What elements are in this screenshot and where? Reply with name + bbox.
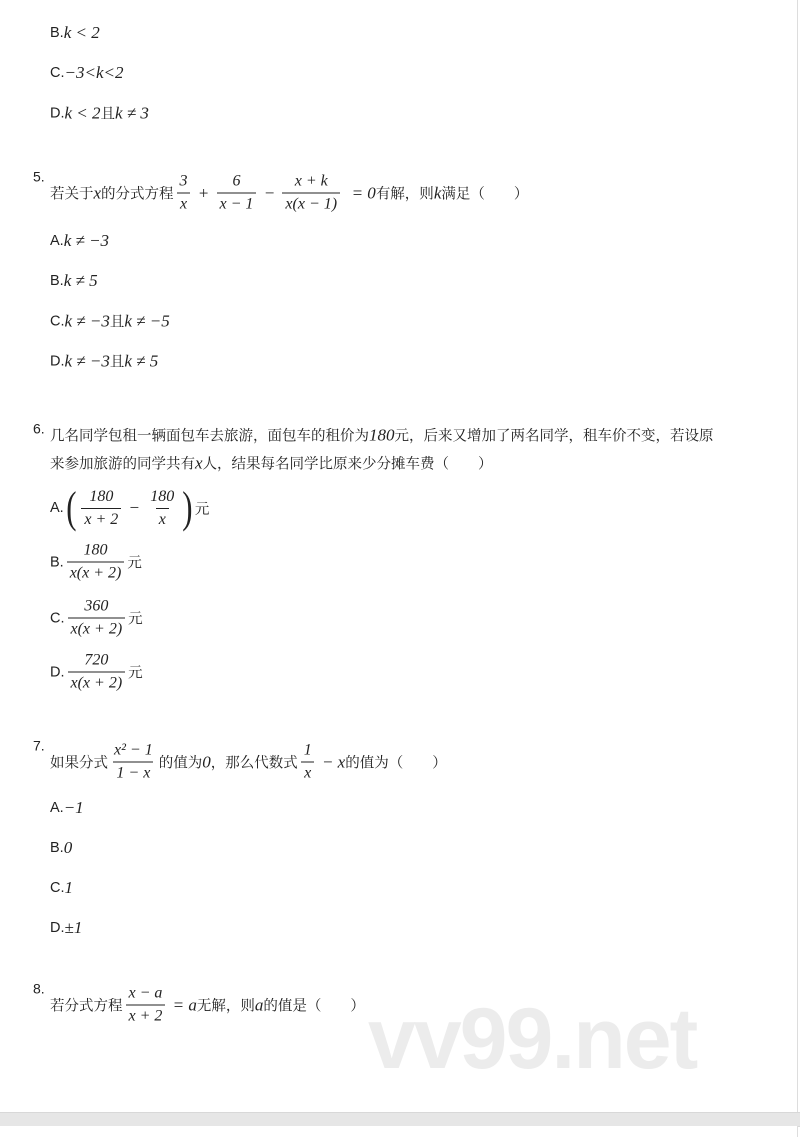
denominator: x: [156, 508, 169, 529]
text: 的分式方程: [101, 186, 174, 203]
paren: (: [65, 483, 77, 532]
math: k ≠ 3: [115, 103, 149, 122]
numerator: x + k: [294, 172, 328, 190]
denominator: x: [301, 762, 314, 783]
option-line: [50, 542, 142, 583]
text: 且: [109, 354, 125, 371]
text: B.: [50, 840, 64, 856]
math: −: [124, 498, 145, 517]
option-line: [50, 311, 170, 332]
numerator: 720: [84, 651, 109, 669]
fraction: [301, 742, 315, 783]
math: k < 2: [63, 23, 100, 42]
text: 且: [100, 106, 116, 123]
denominator: 1 − x: [113, 762, 153, 783]
denominator: x: [177, 193, 190, 214]
text: 人，结果每名同学比原来少分摊车费（ ）: [202, 456, 493, 473]
denominator: x + 2: [81, 508, 121, 529]
math: k ≠ −5: [124, 311, 170, 330]
option-line: [50, 351, 158, 372]
option-line: [50, 23, 100, 43]
math: k: [433, 183, 442, 202]
math: k ≠ −3: [64, 311, 110, 330]
numerator: x² − 1: [114, 741, 153, 759]
numerator: x − a: [128, 984, 163, 1002]
math: ±1: [64, 918, 83, 937]
text: 且: [109, 314, 125, 331]
text: C.: [50, 313, 65, 329]
text: 来参加旅游的同学共有: [50, 456, 195, 473]
text: B.: [50, 273, 64, 289]
fraction: [177, 173, 191, 214]
math: 0: [63, 838, 73, 857]
text: D.: [50, 105, 65, 121]
fraction: [111, 742, 156, 783]
text: 元，后来又增加了两名同学，租车价不变，若设原: [394, 428, 714, 445]
text: D.: [50, 920, 65, 936]
option-line: [50, 798, 84, 818]
text: D.: [50, 353, 65, 369]
option-line: [50, 483, 210, 532]
math: −1: [63, 798, 84, 817]
math: = 0: [343, 183, 376, 202]
math: k < 2: [64, 103, 101, 122]
text: 元: [194, 501, 210, 518]
option-line: [50, 103, 149, 124]
math: x: [195, 453, 203, 472]
fraction: [147, 488, 177, 529]
denominator: x(x − 1): [282, 193, 340, 214]
text: B.: [50, 554, 64, 570]
question-number: 8.: [33, 980, 45, 997]
math: −3<k<2: [64, 63, 124, 82]
math: −: [259, 183, 280, 202]
page-separator: [0, 1112, 800, 1127]
question-line: [33, 168, 529, 214]
math: k ≠ 5: [124, 351, 159, 370]
text: 元: [128, 611, 143, 628]
numerator: 360: [84, 597, 109, 615]
text: 的值为（ ）: [345, 755, 447, 772]
text: A.: [50, 500, 64, 516]
text: C.: [50, 610, 65, 626]
math: k ≠ −3: [64, 351, 110, 370]
math: = a: [168, 995, 197, 1014]
text: 的值为: [158, 755, 203, 772]
numerator: 3: [179, 172, 188, 190]
math: k ≠ −3: [63, 231, 110, 250]
question-line: [33, 737, 447, 783]
text: B.: [50, 25, 64, 41]
denominator: x − 1: [217, 193, 257, 214]
text: 元: [128, 665, 143, 682]
option-line: [50, 453, 493, 474]
option-line: [50, 652, 143, 693]
math: 1: [64, 878, 73, 897]
text: 元: [127, 555, 142, 572]
option-line: [50, 598, 143, 639]
math: − x: [317, 752, 346, 771]
text: ，那么代数式: [210, 755, 298, 772]
next-page: [0, 1126, 798, 1137]
math: k ≠ 5: [63, 271, 98, 290]
option-line: [50, 231, 109, 251]
text: 无解，则: [196, 998, 255, 1015]
option-line: [50, 918, 82, 938]
text: 如果分式: [50, 755, 108, 772]
math: 180: [369, 425, 395, 444]
text: D.: [50, 664, 65, 680]
fraction: [67, 542, 125, 583]
question-line: [33, 980, 365, 1026]
text: C.: [50, 880, 65, 896]
denominator: x + 2: [126, 1005, 166, 1026]
fraction: [126, 985, 166, 1026]
text: 几名同学包租一辆面包车去旅游，面包车的租价为: [50, 428, 369, 445]
text: 的值是（ ）: [263, 998, 365, 1015]
numerator: 6: [232, 172, 241, 190]
paren: ): [182, 483, 193, 532]
math: a: [254, 995, 264, 1014]
question-number: 6.: [33, 420, 45, 437]
fraction: [81, 488, 121, 529]
watermark: vv99.net: [368, 991, 697, 1087]
fraction: [217, 173, 257, 214]
denominator: x(x + 2): [67, 562, 125, 583]
numerator: 1: [303, 741, 312, 759]
text: C.: [50, 65, 65, 81]
question-number: 5.: [33, 168, 45, 185]
numerator: 180: [83, 541, 108, 559]
question-line: [33, 420, 714, 446]
option-line: [50, 878, 73, 898]
option-line: [50, 838, 72, 858]
denominator: x(x + 2): [68, 672, 126, 693]
denominator: x(x + 2): [68, 618, 126, 639]
fraction: [282, 173, 340, 214]
fraction: [68, 652, 126, 693]
text: 若分式方程: [50, 998, 123, 1015]
text: A.: [50, 233, 64, 249]
math: x: [93, 183, 102, 202]
numerator: 180: [89, 487, 114, 505]
option-line: [50, 63, 123, 83]
math: +: [193, 183, 214, 202]
fraction: [68, 598, 126, 639]
text: 满足（ ）: [441, 186, 529, 203]
text: 有解，则: [375, 186, 434, 203]
math: 0: [202, 752, 211, 771]
numerator: 180: [150, 487, 175, 505]
option-line: [50, 271, 98, 291]
text: 若关于: [50, 186, 94, 203]
question-number: 7.: [33, 737, 45, 754]
text: A.: [50, 800, 64, 816]
